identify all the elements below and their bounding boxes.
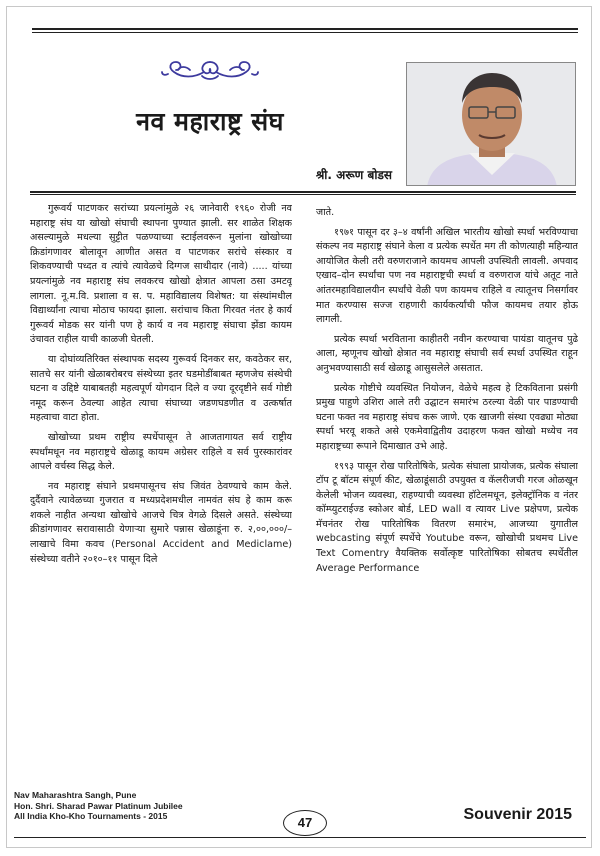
- footer-line: All India Kho-Kho Tournaments - 2015: [14, 811, 168, 821]
- top-rule: [32, 28, 578, 33]
- footer-line: Nav Maharashtra Sangh, Pune: [14, 790, 137, 800]
- left-column: [30, 202, 292, 802]
- paragraph: जाते.: [316, 207, 335, 218]
- paragraph: १९७१ पासून दर ३–४ वर्षांनी अखिल भारतीय खोखो स्पर्धा भरविण्याचा संकल्प नव महाराष्ट्र संघाने केला व प्रत्येक स्पर्धेत मग ती कोणत्याही महिन्यात आयोजित केली तरी वरुणराजाने कायमच आपली उपस्थिती लावली. अपवाद एखाद–दोन स्पर्धांचा पण नव महाराष्ट्रची स्पर्धा व वरुणराज यांचे अतूट नाते आंतरमहाविद्यालयीन स्पर्धांचे वेळी पण कायमच राहिले व त्यातूनच निसर्गावर मात करण्यास सज्ज राहणारी कार्यकर्त्यांची फौज कायमच तयार होऊ लागली.: [316, 226, 578, 326]
- paragraph: या दोघांव्यतिरिक्त संस्थापक सदस्य गुरूवर्य दिनकर सर, कवठेकर सर, सातचे सर यांनी खेळाबरोबरच संस्थेच्या इतर घडमोडींबाबत म्हणजेच संस्थेची घटना व उद्दिष्टे याबाबतही महत्वपूर्ण योगदान दिले व ज्या दूरदृष्टीने सर्व गोष्टी नमूद करून ठेवल्या आहेत त्याचा संघाच्या जडणघडणीत व उत्कर्षात महत्वाचा वाटा होता.: [30, 353, 292, 424]
- author-rule: [30, 191, 576, 195]
- author-name: श्री. अरूण बोडस: [315, 168, 392, 182]
- author-photo: [406, 62, 576, 186]
- swirl-ornament-icon: [160, 58, 260, 82]
- paragraph: प्रत्येक स्पर्धा भरविताना काहीतरी नवीन करण्याचा पायंडा यातूनच पुढे आला, म्हणूनच खोखो क्षेत्रात नव महाराष्ट्र संघाची सर्व स्पर्धा उपस्थित राहून अनुभवण्यासाठी सर्व खेळाडू आसुसलेले असतात.: [316, 333, 578, 374]
- bottom-rule: [14, 837, 586, 840]
- article-title: नव महाराष्ट्र संघ: [136, 107, 284, 136]
- footer-line: Hon. Shri. Sharad Pawar Platinum Jubilee: [14, 800, 183, 811]
- paragraph: नव महाराष्ट्र संघाने प्रथमपासूनच संघ जिवंत ठेवण्याचे काम केले. दुर्दैवाने त्यावेळच्या गुजरात व मध्यप्रदेशमधील नामवंत संघ हे काम करू शकले नाहीत अन्यथा खोखोचे आजचे चित्र वेगळे दिसले असते. संस्थेच्या क्रीडांगणावर सरावासाठी येणाऱ्या सुमारे पन्नास खेळाडूंना रु. २,००,०००/– लाखाचे विमा कवच (Personal Accident and Mediclame) संस्थेच्या वतीने २०१०–११ पासून दिले: [30, 480, 292, 565]
- right-column: [316, 206, 578, 806]
- page-number: 47: [283, 810, 327, 836]
- souvenir-label: Souvenir 2015: [463, 806, 572, 823]
- paragraph: १९९३ पासून रोख पारितोषिके, प्रत्येक संघाला प्रायोजक, प्रत्येक संघाला टॉप टू बॉटम संपूर्ण कीट, खेळाडूंसाठी उपयुक्त व कॅलरीजची गरज ओळखून केलेली भोजन व्यवस्था, राहण्याची व्यवस्था हॉटेलमधून, इलेक्ट्रॉनिक व नंतर कॉम्प्युटराईज्ड स्कोअर बोर्ड, LED wall व त्यावर Live प्रक्षेपण, प्रत्येक मॅचनंतर रोख पारितोषिक वितरण समारंभ, आजच्या युगातील webcasting संपूर्ण स्पर्धेचे Youtube वरून, खोखोची प्रथमच Live Text Comentry वैयक्तिक सर्वोत्कृष्ट पारितोषिका सोबतच स्पर्धेतील Average Performance: [316, 460, 578, 574]
- paragraph: गुरूवर्य पाटणकर सरांच्या प्रयत्नांमुळे २६ जानेवारी १९६० रोजी नव महाराष्ट्र संघ या खोखो संघाची स्थापना पुण्यात झाली. सर शाळेत शिक्षक असल्यामुळे मधल्या सुट्टीत पळण्याच्या स्टाईलवरून मुलांना खोखोच्या क्रिडांगणावर बोलावून आणीत असत व पाटणकर सरांचे संस्कार व शिकवण्याची पध्दत व त्यांचे त्यावेळचे दिग्गज साथीदार (नावे) ..... यांच्या प्रयत्नांमुळे नव महाराष्ट्र संघ लवकरच खोखो क्षेत्रात आपला ठसा उमटवू लागला. नू.म.वि. प्रशाला व स. प. महाविद्यालय विशेषत: या संस्थांमधील विद्यार्थ्यांना त्याचा मोठाच फायदा झाला. सरांचाच किता गिरवत नंतर हे कार्य गुरूवर्य मोडक सर यांनी पण हे कार्य व नव महाराष्ट्र संघाचा झेंडा कायम उंचावत राहील याची काळजी घेतली.: [30, 203, 292, 346]
- paragraph: खोखोच्या प्रथम राष्ट्रीय स्पर्धेपासून ते आजतागायत सर्व राष्ट्रीय स्पर्धांमधून नव महाराष्ट्रचे खेळाडू कायम अग्रेसर राहिले व सर्व पुरस्कारांवर आपले वर्चस्व सिद्ध केले.: [30, 431, 292, 473]
- paragraph: प्रत्येक गोष्टीचे व्यवस्थित नियोजन, वेळेचे महत्व हे टिकविताना प्रसंगी प्रमुख पाहुणे उशिरा आले तरी उद्घाटन समारंभ ठरल्या वेळी पार पाडण्याची घटना फक्त नव महाराष्ट्र संघच करू जाणे. एक खाजगी संस्था एवढ्या मोठ्या स्पर्धा भरवू शकते असे एकमेवाद्वितीय उदाहरण फक्त खोखो मध्येच नव महाराष्ट्रच्या रूपाने दिमाखात उभे आहे.: [316, 382, 578, 452]
- footer-credits: [14, 790, 183, 822]
